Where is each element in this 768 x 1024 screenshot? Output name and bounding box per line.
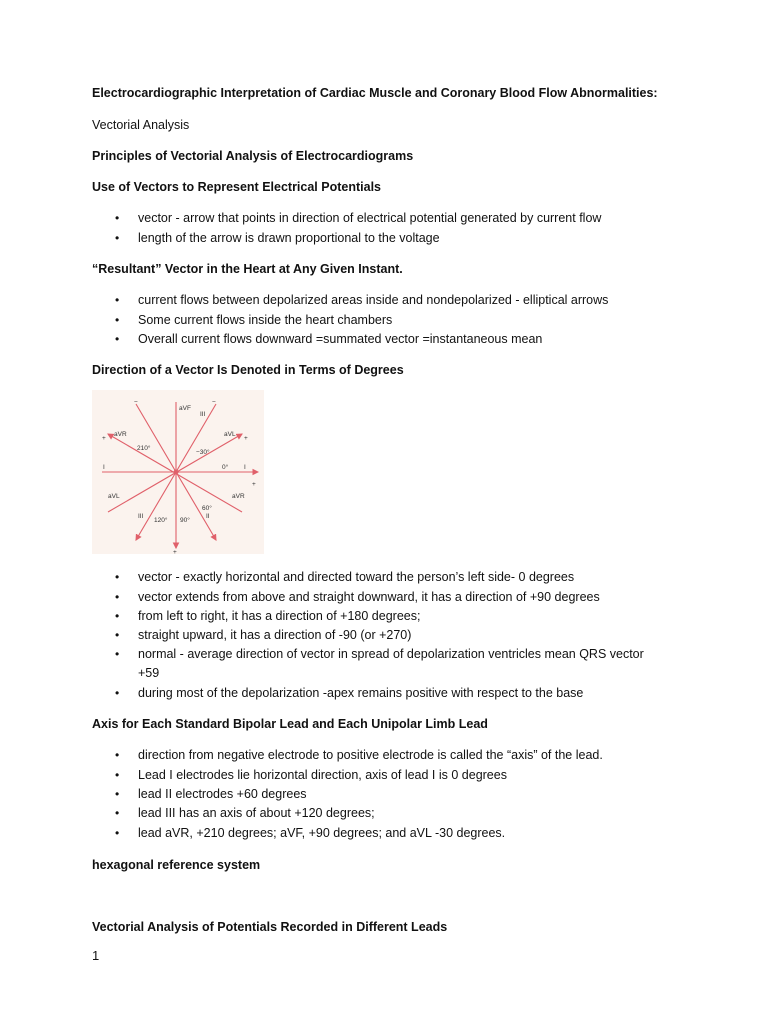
- list-item: lead II electrodes +60 degrees: [138, 787, 307, 801]
- bullet-icon: •: [115, 806, 120, 820]
- label-avf: aVF: [179, 405, 191, 412]
- bullet-icon: •: [115, 647, 120, 661]
- minus-sign: −: [212, 399, 216, 406]
- heading-direction-of-vector: Direction of a Vector Is Denoted in Terms of Degrees: [92, 363, 404, 377]
- hexagonal-reference-diagram: [92, 390, 264, 554]
- label-iii-top: III: [200, 411, 206, 418]
- plus-sign: +: [102, 435, 106, 442]
- minus-sign: −: [134, 399, 138, 406]
- list-item: lead aVR, +210 degrees; aVF, +90 degrees; and aVL -30 degrees.: [138, 826, 506, 840]
- bullet-icon: •: [115, 748, 120, 762]
- bullet-icon: •: [115, 768, 120, 782]
- list-item: lead III has an axis of about +120 degrees;: [138, 806, 375, 820]
- list-item: Lead I electrodes lie horizontal direction, axis of lead I is 0 degrees: [138, 768, 507, 782]
- list-item: Some current flows inside the heart chambers: [138, 313, 393, 327]
- label-neg30: −30°: [196, 449, 210, 456]
- label-120: 120°: [154, 517, 168, 524]
- list-item: Overall current flows downward =summated vector =instantaneous mean: [138, 332, 543, 346]
- heading-hexagonal-reference: hexagonal reference system: [92, 858, 261, 872]
- plus-sign: +: [252, 481, 256, 488]
- document-title: Electrocardiographic Interpretation of Cardiac Muscle and Coronary Blood Flow Abnormalities:: [92, 86, 658, 100]
- list-item: vector - exactly horizontal and directed toward the person’s left side- 0 degrees: [138, 570, 575, 584]
- bullet-icon: •: [115, 570, 120, 584]
- bullet-icon: •: [115, 332, 120, 346]
- center-point: [174, 470, 179, 475]
- bullet-icon: •: [115, 231, 120, 245]
- bullet-icon: •: [115, 686, 120, 700]
- subtitle: Vectorial Analysis: [92, 118, 190, 132]
- label-90: 90°: [180, 517, 190, 524]
- page-number: 1: [92, 948, 100, 963]
- bullet-icon: •: [115, 787, 120, 801]
- heading-resultant-vector: “Resultant” Vector in the Heart at Any Given Instant.: [92, 262, 403, 276]
- label-i-left: I: [103, 464, 105, 471]
- heading-vectorial-analysis-leads: Vectorial Analysis of Potentials Recorded in Different Leads: [92, 920, 448, 934]
- plus-sign: +: [244, 435, 248, 442]
- bullet-icon: •: [115, 609, 120, 623]
- bullet-icon: •: [115, 628, 120, 642]
- label-ii: II: [206, 513, 210, 520]
- label-0: 0°: [222, 464, 229, 471]
- bullet-icon: •: [115, 293, 120, 307]
- list-item: straight upward, it has a direction of -90 (or +270): [138, 628, 412, 642]
- list-item: current flows between depolarized areas inside and nondepolarized - elliptical arrows: [138, 293, 609, 307]
- label-60: 60°: [202, 505, 212, 512]
- heading-axis-leads: Axis for Each Standard Bipolar Lead and Each Unipolar Limb Lead: [92, 717, 488, 731]
- label-avr-right: aVR: [232, 493, 245, 500]
- list-item: length of the arrow is drawn proportional to the voltage: [138, 231, 440, 245]
- label-avr-left: aVR: [114, 431, 127, 438]
- bullet-icon: •: [115, 826, 120, 840]
- heading-use-of-vectors: Use of Vectors to Represent Electrical Potentials: [92, 180, 381, 194]
- label-iii-bottom: III: [138, 513, 144, 520]
- label-i-right: I: [244, 464, 246, 471]
- list-item-continuation: +59: [138, 666, 160, 680]
- list-item: from left to right, it has a direction of +180 degrees;: [138, 609, 421, 623]
- list-item: during most of the depolarization -apex remains positive with respect to the base: [138, 686, 584, 700]
- bullet-icon: •: [115, 211, 120, 225]
- bullet-icon: •: [115, 313, 120, 327]
- list-item: normal - average direction of vector in spread of depolarization ventricles mean QRS vector: [138, 647, 644, 661]
- hexagonal-reference-svg: [92, 390, 264, 554]
- label-avl-right: aVL: [224, 431, 236, 438]
- label-avl-left: aVL: [108, 493, 120, 500]
- label-210: 210°: [137, 445, 151, 452]
- plus-sign: +: [173, 549, 177, 554]
- list-item: vector extends from above and straight downward, it has a direction of +90 degrees: [138, 590, 600, 604]
- bullet-icon: •: [115, 590, 120, 604]
- list-item: direction from negative electrode to positive electrode is called the “axis” of the lead.: [138, 748, 603, 762]
- list-item: vector - arrow that points in direction of electrical potential generated by current flow: [138, 211, 602, 225]
- heading-principles: Principles of Vectorial Analysis of Electrocardiograms: [92, 149, 414, 163]
